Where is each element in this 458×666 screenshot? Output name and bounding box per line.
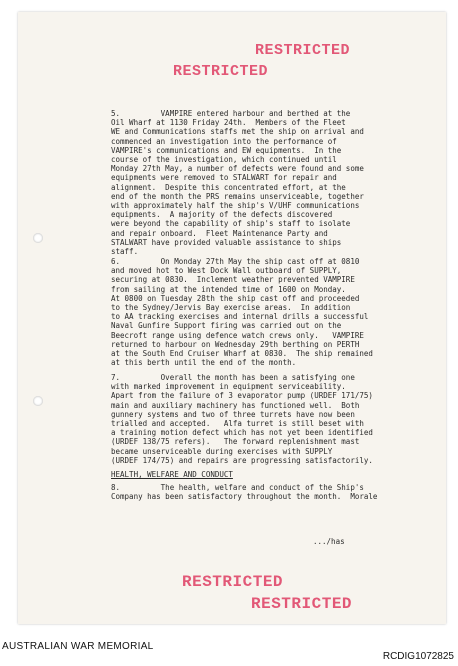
continuation-marker: .../has xyxy=(313,537,345,546)
punch-hole-bottom xyxy=(33,396,43,406)
record-id: RCDIG1072825 xyxy=(382,651,454,662)
paragraph-7: 7. Overall the month has been a satisfying one with marked improvement in equipment serviceability. Apart from the failure of 3 evaporator pump (URDEF 171/75) main and auxiliary machinery has functioned well. Both gunnery systems and two of three turrets have now been trialled and accepted. Alfa turret is still beset with a training motion defect which has not yet been identified (URDEF 138/75 refers). The forward replenishment mast became unserviceable during exercises with SUPPLY (URDEF 174/75) and repairs are progressing satisfactorily. xyxy=(111,373,373,465)
restricted-stamp-bottom-right: RESTRICTED xyxy=(251,595,353,613)
archive-credit: AUSTRALIAN WAR MEMORIAL xyxy=(2,641,154,652)
restricted-stamp-top-right: RESTRICTED xyxy=(255,42,351,59)
section-heading: HEALTH, WELFARE AND CONDUCT xyxy=(111,470,233,479)
paragraph-5: 5. VAMPIRE entered harbour and berthed at the Oil Wharf at 1130 Friday 24th. Members of the Fleet WE and Communications staffs met the ship on arrival and commenced an investigation into the performance of VAMPIRE's communications and EW equipments. In the course of the investigation, which continued until Monday 27th May, a number of defects were found and some equipments were removed to STALWART for repair and alignment. Despite this concentrated effort, at the end of the month the PRS remains unserviceable, together with approximately half the ship's V/UHF communications equipments. A majority of the defects discovered were beyond the capability of ship's staff to isolate and repair onboard. Fleet Maintenance Party and STALWART have provided valuable assistance to ships staff. xyxy=(111,109,364,257)
restricted-stamp-bottom-left: RESTRICTED xyxy=(182,573,284,591)
paragraph-8: 8. The health, welfare and conduct of the Ship's Company has been satisfactory throughout the month. Morale xyxy=(111,483,378,502)
punch-hole-top xyxy=(33,233,43,243)
restricted-stamp-top-left: RESTRICTED xyxy=(173,63,269,80)
paragraph-6: 6. On Monday 27th May the ship cast off at 0810 and moved hot to West Dock Wall outboard of SUPPLY, securing at 0830. Inclement weather prevented VAMPIRE from sailing at the intended time of 1600 on Monday. At 0800 on Tuesday 28th the ship cast off and proceeded to the Sydney/Jervis Bay exercise areas. In addition to AA tracking exercises and internal drills a successful Naval Gunfire Support firing was carried out on the Beecroft range using defence watch crews only. VAMPIRE returned to harbour on Wednesday 29th berthing on PERTH at the South End Cruiser Wharf at 0830. The ship remained at this berth until the end of the month. xyxy=(111,257,373,368)
